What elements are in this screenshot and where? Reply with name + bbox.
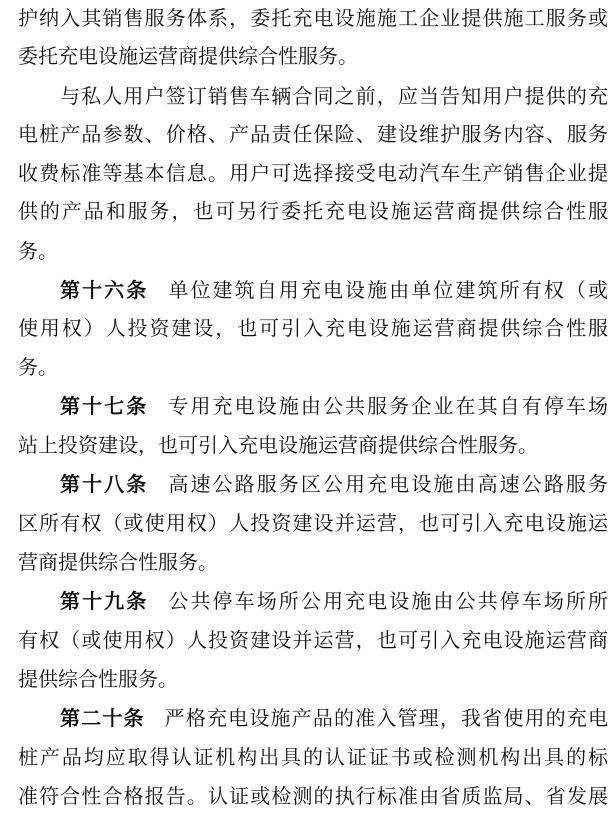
- text-line: 营商提供综合性服务。: [18, 550, 218, 574]
- text-line: 有权（或使用权）人投资建设并运营，也可引入充电设施运营商: [18, 628, 608, 652]
- article-text: 高速公路服务区公用充电设施由高速公路服务: [168, 472, 609, 496]
- text-line: 提供综合性服务。: [18, 667, 178, 691]
- article-text: 严格充电设施产品的准入管理，我省使用的充电: [164, 706, 609, 730]
- article-first-line: [60, 272, 608, 308]
- text-line: 与私人用户签订销售车辆合同之前，应当告知用户提供的充: [60, 84, 608, 108]
- article-heading: 第十六条: [60, 278, 149, 302]
- text-line: 准符合性合格报告。认证或检测的执行标准由省质监局、省发展: [18, 784, 608, 808]
- text-line: 桩产品均应取得认证机构出具的认证证书或检测机构出具的标: [18, 745, 608, 769]
- article-heading: 第十七条: [60, 394, 149, 418]
- article-heading: 第二十条: [60, 706, 145, 730]
- text-line: 使用权）人投资建设，也可引入充电设施运营商提供综合性服: [18, 316, 608, 340]
- article-first-line: [60, 388, 608, 424]
- text-line: 委托充电设施运营商提供综合性服务。: [18, 44, 358, 68]
- article-first-line: [60, 700, 608, 736]
- text-line: 务。: [18, 355, 58, 379]
- article-heading: 第十九条: [60, 589, 149, 613]
- text-line: 区所有权（或使用权）人投资建设并运营，也可引入充电设施运: [18, 511, 608, 535]
- text-line: 电桩产品参数、价格、产品责任保险、建设维护服务内容、服务: [18, 122, 608, 146]
- article-text: 单位建筑自用充电设施由单位建筑所有权（或: [168, 278, 609, 302]
- text-line: 收费标准等基本信息。用户可选择接受电动汽车生产销售企业提: [18, 161, 608, 185]
- text-line: 站上投资建设，也可引入充电设施运营商提供综合性服务。: [18, 433, 538, 457]
- text-line: 护纳入其销售服务体系，委托充电设施施工企业提供施工服务或: [18, 6, 608, 30]
- article-heading: 第十八条: [60, 472, 149, 496]
- article-text: 专用充电设施由公共服务企业在其自有停车场: [168, 394, 609, 418]
- text-line: 务。: [18, 239, 58, 263]
- text-line: 供的产品和服务，也可另行委托充电设施运营商提供综合性服: [18, 199, 608, 223]
- article-first-line: [60, 466, 608, 502]
- article-text: 公共停车场所公用充电设施由公共停车场所所: [168, 589, 609, 613]
- article-first-line: [60, 583, 608, 619]
